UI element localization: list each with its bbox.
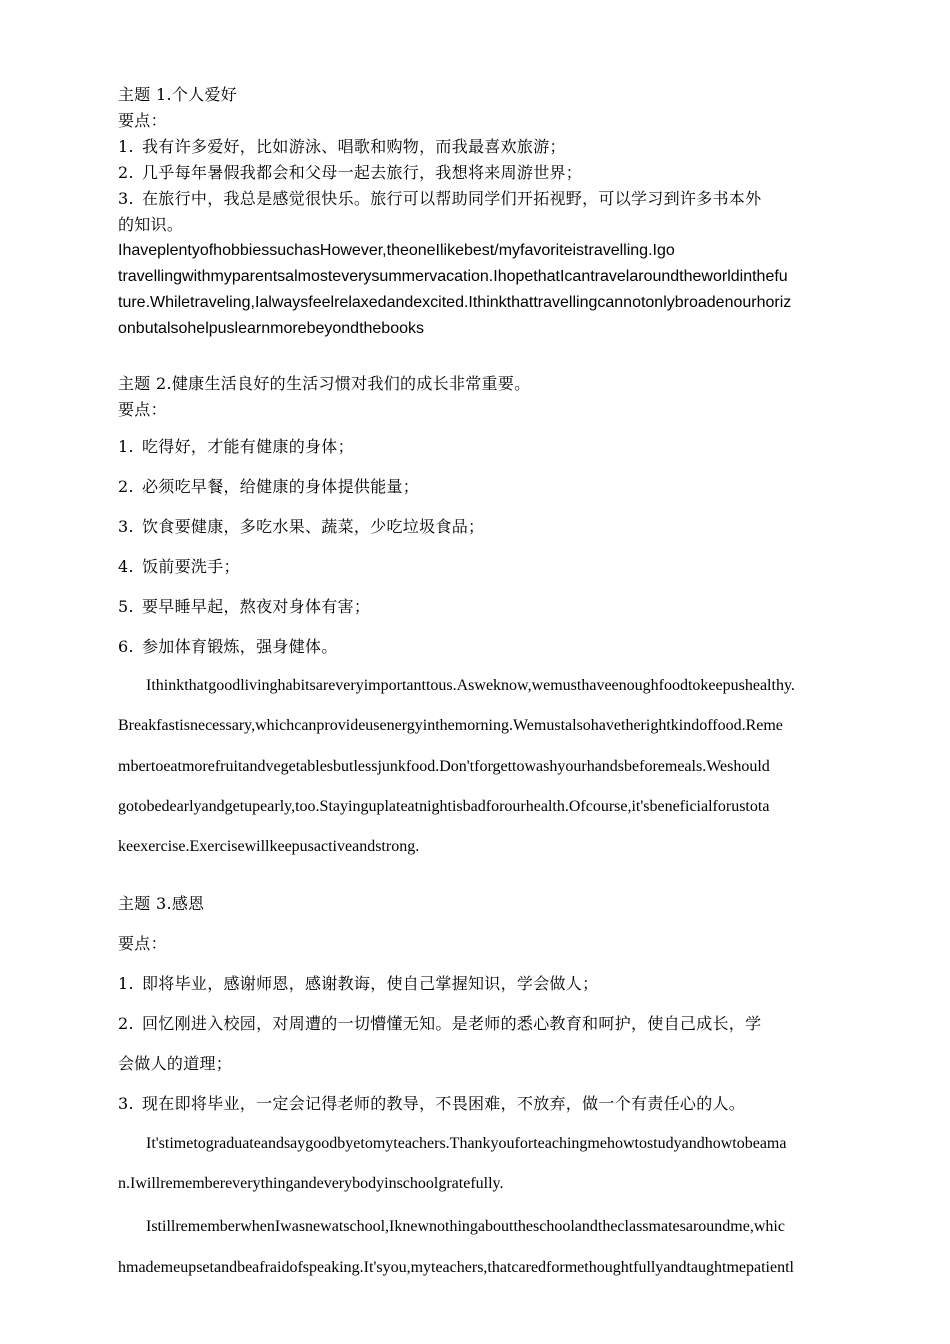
point-text: 回忆刚进入校园，对周遭的一切懵懂无知。是老师的悉心教育和呵护，使自己成长，学 bbox=[142, 1014, 762, 1033]
point-text: 现在即将毕业，一定会记得老师的教导，不畏困难，不放弃，做一个有责任心的人。 bbox=[142, 1094, 746, 1113]
topic2-point bbox=[118, 514, 484, 537]
topic1-essay-line: onbutalsohelpuslearnmorebeyondthebooks bbox=[118, 320, 424, 337]
point-text: 在旅行中，我总是感觉很快乐。旅行可以帮助同学们开拓视野，可以学习到许多书本外 bbox=[142, 189, 762, 208]
point-text: 几乎每年暑假我都会和父母一起去旅行，我想将来周游世界； bbox=[142, 163, 583, 182]
topic2-point bbox=[118, 554, 240, 577]
topic2-points-label: 要点： bbox=[118, 400, 167, 419]
topic1-point-continuation: 的知识。 bbox=[118, 215, 184, 234]
topic3-essay-line: IstillrememberwhenIwasnewatschool,Iknewnothingabouttheschoolandtheclassmatesaroundme,whic bbox=[146, 1218, 785, 1235]
point-number: 6. bbox=[118, 637, 134, 656]
point-text: 即将毕业，感谢师恩，感谢教诲，使自己掌握知识，学会做人； bbox=[142, 974, 599, 993]
topic3-essay-line: n.Iwillremembereverythingandeverybodyinschoolgratefully. bbox=[118, 1175, 504, 1192]
topic3-point bbox=[118, 1011, 761, 1034]
topic1-points-label: 要点： bbox=[118, 111, 167, 130]
point-number: 3. bbox=[118, 1094, 134, 1113]
topic1-title: 主题 1.个人爱好 bbox=[118, 85, 238, 104]
topic2-essay-line: mbertoeatmorefruitandvegetablesbutlessjunkfood.Don'tforgettowashyourhandsbeforemeals.Weshould bbox=[118, 758, 770, 775]
topic3-point bbox=[118, 1091, 745, 1114]
topic2-essay-line: keexercise.Exercisewillkeepusactiveandstrong. bbox=[118, 838, 420, 855]
point-text: 必须吃早餐，给健康的身体提供能量； bbox=[142, 477, 420, 496]
point-number: 1. bbox=[118, 137, 134, 156]
topic2-point bbox=[118, 594, 370, 617]
topic1-essay-line: IhaveplentyofhobbiessuchasHowever,theoneIlikebest/myfavoriteistravelling.Igo bbox=[118, 242, 675, 259]
point-text: 吃得好，才能有健康的身体； bbox=[142, 437, 354, 456]
point-number: 3. bbox=[118, 517, 134, 536]
point-number: 2. bbox=[118, 477, 134, 496]
point-text: 饭前要洗手； bbox=[142, 557, 240, 576]
topic2-point bbox=[118, 434, 354, 457]
point-number: 5. bbox=[118, 597, 134, 616]
point-number: 3. bbox=[118, 189, 134, 208]
topic1-essay-line: ture.Whiletraveling,Ialwaysfeelrelaxedandexcited.Ithinkthattravellingcannotonlybroadenourhoriz bbox=[118, 294, 792, 311]
topic2-essay-line: Breakfastisnecessary,whichcanprovideusenergyinthemorning.Wemustalsohavetherightkindoffood.Reme bbox=[118, 717, 783, 734]
topic2-point bbox=[118, 634, 338, 657]
topic2-title: 主题 2.健康生活良好的生活习惯对我们的成长非常重要。 bbox=[118, 374, 531, 393]
topic3-essay-line: It'stimetograduateandsaygoodbyetomyteachers.Thankyouforteachingmehowtostudyandhowtobeama bbox=[146, 1135, 787, 1152]
point-text: 要早睡早起，熬夜对身体有害； bbox=[142, 597, 371, 616]
topic1-point bbox=[118, 186, 761, 209]
topic2-point bbox=[118, 474, 419, 497]
point-text: 我有许多爱好，比如游泳、唱歌和购物，而我最喜欢旅游； bbox=[142, 137, 566, 156]
point-number: 4. bbox=[118, 557, 134, 576]
topic3-title: 主题 3.感恩 bbox=[118, 894, 205, 913]
topic3-points-label: 要点： bbox=[118, 934, 167, 953]
topic2-essay-line: Ithinkthatgoodlivinghabitsareveryimportanttous.Asweknow,wemusthaveenoughfoodtokeepushealthy. bbox=[146, 677, 795, 694]
point-text: 饮食要健康，多吃水果、蔬菜，少吃垃圾食品； bbox=[142, 517, 485, 536]
point-number: 1. bbox=[118, 974, 134, 993]
point-number: 2. bbox=[118, 1014, 134, 1033]
topic1-point bbox=[118, 134, 566, 157]
topic3-essay-line: hmademeupsetandbeafraidofspeaking.It'syou,myteachers,thatcaredformethoughtfullyandtaughtmepatientl bbox=[118, 1259, 794, 1276]
topic3-point-continuation: 会做人的道理； bbox=[118, 1054, 233, 1073]
topic3-point bbox=[118, 971, 598, 994]
point-number: 1. bbox=[118, 437, 134, 456]
topic1-essay-line: travellingwithmyparentsalmosteverysummervacation.IhopethatIcantravelaroundtheworldinthefu bbox=[118, 268, 788, 285]
topic2-essay-line: gotobedearlyandgetupearly,too.Stayinguplateatnightisbadforourhealth.Ofcourse,it'sbeneficialforustota bbox=[118, 798, 770, 815]
point-text: 参加体育锻炼，强身健体。 bbox=[142, 637, 338, 656]
topic1-point bbox=[118, 160, 582, 183]
point-number: 2. bbox=[118, 163, 134, 182]
